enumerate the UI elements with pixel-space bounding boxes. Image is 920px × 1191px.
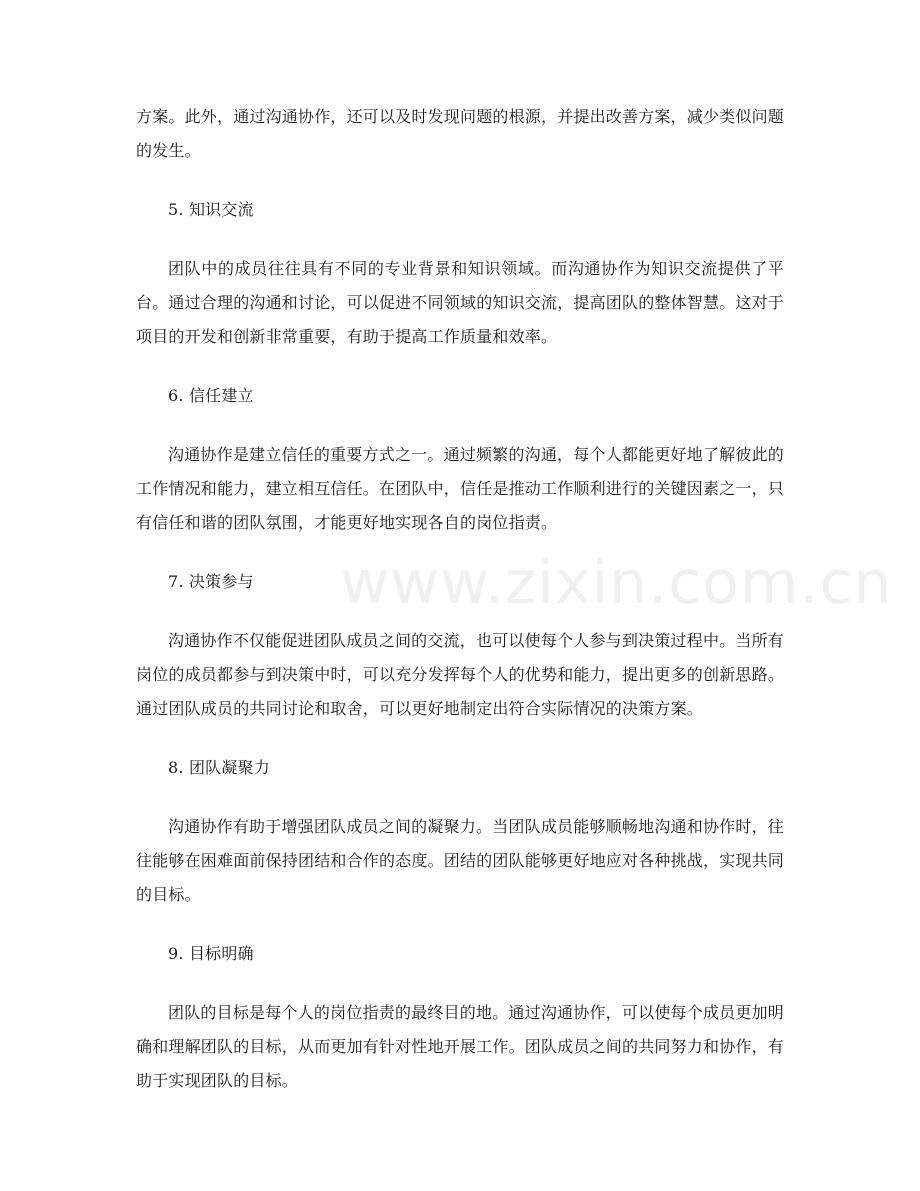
section-body-trust-building: 沟通协作是建立信任的重要方式之一。通过频繁的沟通，每个人都能更好地了解彼此的工作情况和能力，建立相互信任。在团队中，信任是推动工作顺利进行的关键因素之一，只有信任和谐的团队氛围，才能更好地实现各自的岗位指责。 [136,445,785,532]
section-heading-team-cohesion: 8. 团队凝聚力 [168,758,270,777]
section-heading-trust-building: 6. 信任建立 [168,386,254,405]
section-heading-clear-goals: 9. 目标明确 [168,944,254,963]
section-body-knowledge-exchange: 团队中的成员往往具有不同的专业背景和知识领域。而沟通协作为知识交流提供了平台。通过合理的沟通和讨论，可以促进不同领域的知识交流，提高团队的整体智慧。这对于项目的开发和创新非常重要，有助于提高工作质量和效率。 [136,259,785,346]
section-body-clear-goals: 团队的目标是每个人的岗位指责的最终目的地。通过沟通协作，可以使每个成员更加明确和理解团队的目标，从而更加有针对性地开展工作。团队成员之间的共同努力和协作，有助于实现团队的目标。 [136,1003,785,1090]
section-body-team-cohesion: 沟通协作有助于增强团队成员之间的凝聚力。当团队成员能够顺畅地沟通和协作时，往往能够在困难面前保持团结和合作的态度。团结的团队能够更好地应对各种挑战，实现共同的目标。 [136,817,785,904]
section-heading-knowledge-exchange: 5. 知识交流 [168,200,254,219]
section-heading-decision-participation: 7. 决策参与 [168,572,254,591]
section-body-decision-participation: 沟通协作不仅能促进团队成员之间的交流，也可以使每个人参与到决策过程中。当所有岗位的成员都参与到决策中时，可以充分发挥每个人的优势和能力，提出更多的创新思路。通过团队成员的共同讨论和取舍，可以更好地制定出符合实际情况的决策方案。 [136,631,785,718]
watermark: www.zixin.com.cn [340,548,893,618]
intro-paragraph: 方案。此外，通过沟通协作，还可以及时发现问题的根源，并提出改善方案，减少类似问题的发生。 [136,107,785,160]
document-page [136,100,784,1132]
